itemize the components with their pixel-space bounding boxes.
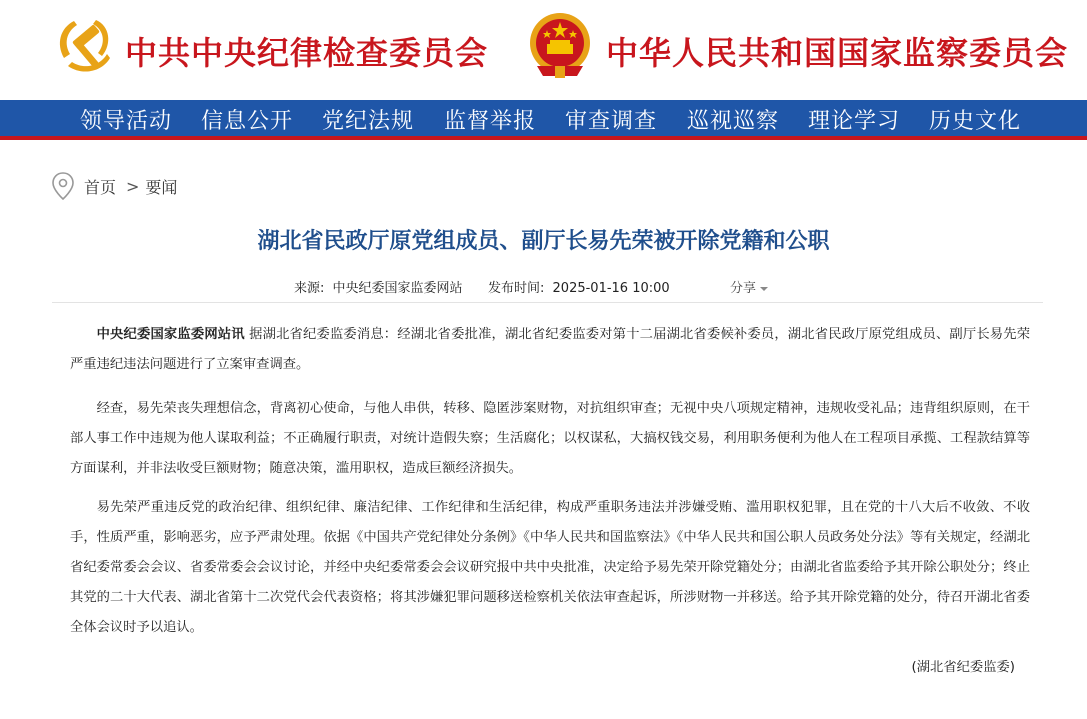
nav-item-history[interactable]: 历史文化 (929, 109, 1022, 134)
site-header (0, 0, 1087, 100)
article-paragraph-3: 易先荣严重违反党的政治纪律、组织纪律、廉洁纪律、工作纪律和生活纪律，构成严重职务违法并涉嫌受贿、滥用职权犯罪，且在党的十八大后不收敛、不收手，性质严重，影响恶劣，应予严肃处理。依据《中国共产党纪律处分条例》《中华人民共和国监察法》《中华人民共和国公职人员政务处分法》等有关规定，经湖北省纪委常委会会议、省委常委会会议讨论，并经中央纪委常委会会议研究报中共中央批准，决定给予易先荣开除党籍处分；由湖北省监委给予其开除公职处分；终止其党的二十大代表、湖北省第十二次党代会代表资格；将其涉嫌犯罪问题移送检察机关依法审查起诉，所涉财物一并移送。给予其开除党籍的处分，待召开湖北省委全体会议时予以追认。 (70, 500, 1030, 635)
nav-item-theory[interactable]: 理论学习 (808, 109, 901, 134)
paragraph-1-text: 据湖北省纪委监委消息：经湖北省委批准，湖北省纪委监委对第十二届湖北省委候补委员，湖北省民政厅原党组成员、副厅长易先荣严重违纪违法问题进行了立案审查调查。 (70, 327, 1031, 372)
meta-divider (52, 302, 1043, 303)
national-emblem-icon[interactable] (527, 10, 593, 80)
article-source (294, 277, 463, 296)
breadcrumb (52, 172, 177, 200)
article-title: 湖北省民政厅原党组成员、副厅长易先荣被开除党籍和公职 (257, 229, 830, 254)
nav-item-investigation[interactable]: 审查调查 (565, 109, 658, 134)
article-date (488, 277, 670, 296)
breadcrumb-current[interactable]: 要闻 (145, 177, 178, 197)
date-value: 2025-01-16 10:00 (552, 281, 670, 296)
nav-item-info-disclosure[interactable]: 信息公开 (201, 109, 294, 134)
date-label: 发布时间: (488, 281, 545, 296)
breadcrumb-separator: > (126, 176, 140, 196)
nav-item-leadership[interactable]: 领导活动 (80, 109, 173, 134)
breadcrumb-home[interactable]: 首页 (84, 177, 117, 197)
source-value: 中央纪委国家监委网站 (332, 281, 463, 296)
location-pin-icon (52, 172, 74, 200)
party-emblem-icon[interactable] (52, 14, 114, 76)
share-button[interactable] (730, 277, 768, 296)
article-signature: (湖北省纪委监委) (911, 660, 1015, 675)
nav-item-report[interactable]: 监督举报 (444, 109, 537, 134)
lead-source: 中央纪委国家监委网站讯 (96, 327, 245, 342)
share-label: 分享 (730, 281, 757, 296)
nsc-brand-title[interactable]: 中华人民共和国国家监察委员会 (606, 34, 1069, 72)
main-nav (0, 100, 1087, 140)
nav-item-regulations[interactable]: 党纪法规 (322, 109, 415, 134)
caret-down-icon (760, 287, 768, 291)
article-paragraph-2: 经查，易先荣丧失理想信念，背离初心使命，与他人串供，转移、隐匿涉案财物，对抗组织审查；无视中央八项规定精神，违规收受礼品；违背组织原则，在干部人事工作中违规为他人谋取利益；不正确履行职责，对统计造假失察；生活腐化；以权谋私，大搞权钱交易，利用职务便利为他人在工程项目承揽、工程款结算等方面谋利，并非法收受巨额财物；随意决策，滥用职权，造成巨额经济损失。 (70, 401, 1030, 476)
article-paragraph-1 (70, 320, 1030, 380)
nav-item-inspection[interactable]: 巡视巡察 (687, 109, 780, 134)
ccdi-brand-title[interactable]: 中共中央纪律检查委员会 (125, 34, 489, 72)
source-label: 来源: (294, 281, 325, 296)
